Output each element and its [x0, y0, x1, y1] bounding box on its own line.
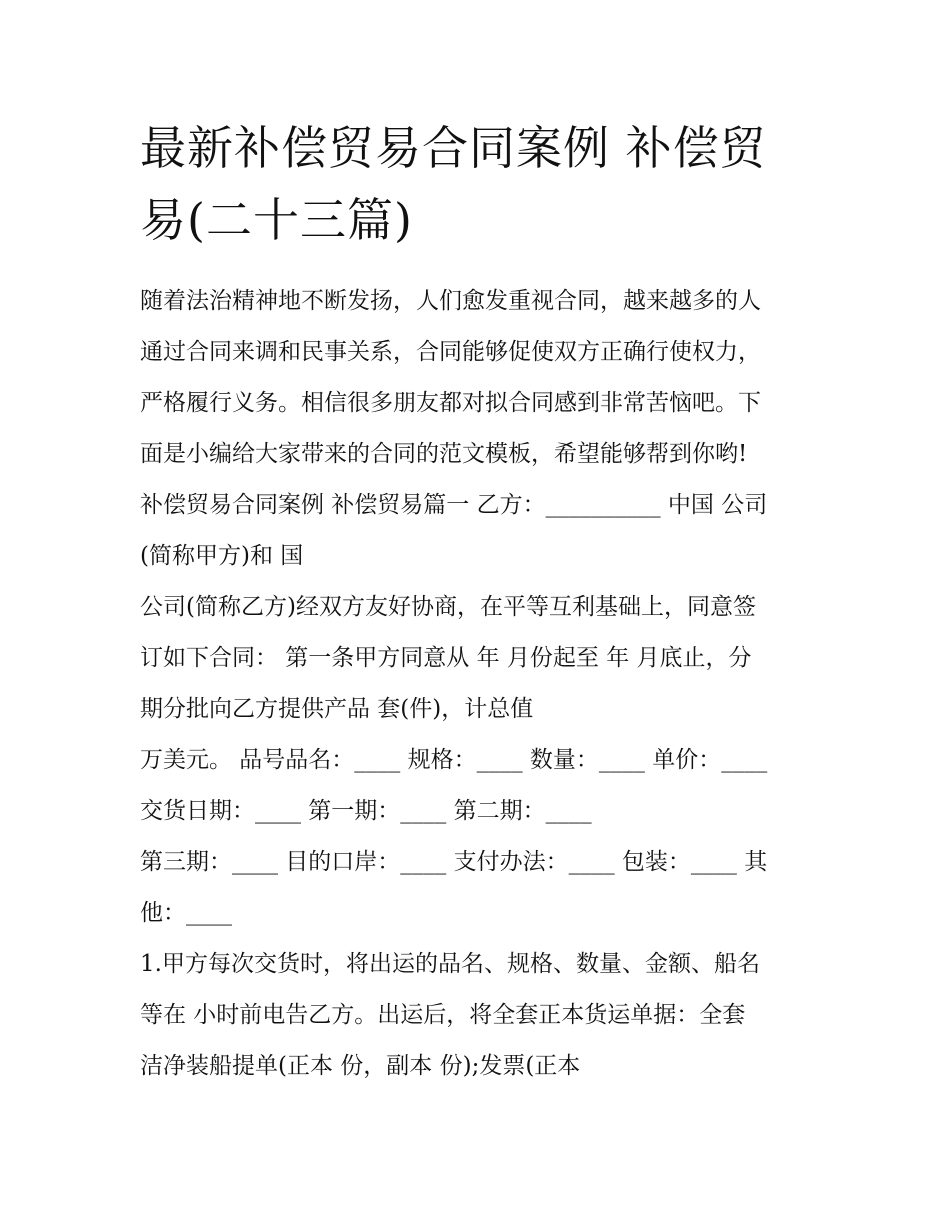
- body-line: 他：____: [140, 900, 232, 926]
- body-line: 交货日期：____ 第一期：____ 第二期：____: [140, 798, 592, 824]
- body-line: 面是小编给大家带来的合同的范文模板，希望能够帮到你哟!: [140, 441, 748, 467]
- body-line: (简称甲方)和 国: [140, 543, 304, 569]
- title-line: 最新补偿贸易合同案例 补偿贸: [140, 121, 767, 175]
- body-line: 随着法治精神地不断发扬，人们愈发重视合同，越来越多的人: [140, 288, 761, 314]
- body-line: 公司(简称乙方)经双方友好协商，在平等互利基础上，同意签: [140, 594, 756, 620]
- document-body: [140, 276, 830, 1092]
- body-line: 1.甲方每次交货时，将出运的品名、规格、数量、金额、船名: [140, 951, 760, 977]
- title-line: 易(二十三篇): [140, 193, 413, 247]
- body-line: 补偿贸易合同案例 补偿贸易篇一 乙方：__________ 中国 公司: [140, 492, 768, 518]
- document-title: [140, 112, 830, 256]
- body-line: 第三期：____ 目的口岸：____ 支付办法：____ 包装：____ 其: [140, 849, 768, 875]
- body-line: 等在 小时前电告乙方。出运后，将全套正本货运单据：全套: [140, 1002, 746, 1028]
- body-line: 期分批向乙方提供产品 套(件)，计总值: [140, 696, 534, 722]
- body-line: 洁净装船提单(正本 份，副本 份);发票(正本: [140, 1053, 581, 1079]
- body-line: 订如下合同： 第一条甲方同意从 年 月份起至 年 月底止，分: [140, 645, 752, 671]
- body-line: 通过合同来调和民事关系，合同能够促使双方正确行使权力，: [140, 339, 761, 365]
- body-line: 严格履行义务。相信很多朋友都对拟合同感到非常苦恼吧。下: [140, 390, 761, 416]
- body-line: 万美元。 品号品名：____ 规格：____ 数量：____ 单价：____: [140, 747, 768, 773]
